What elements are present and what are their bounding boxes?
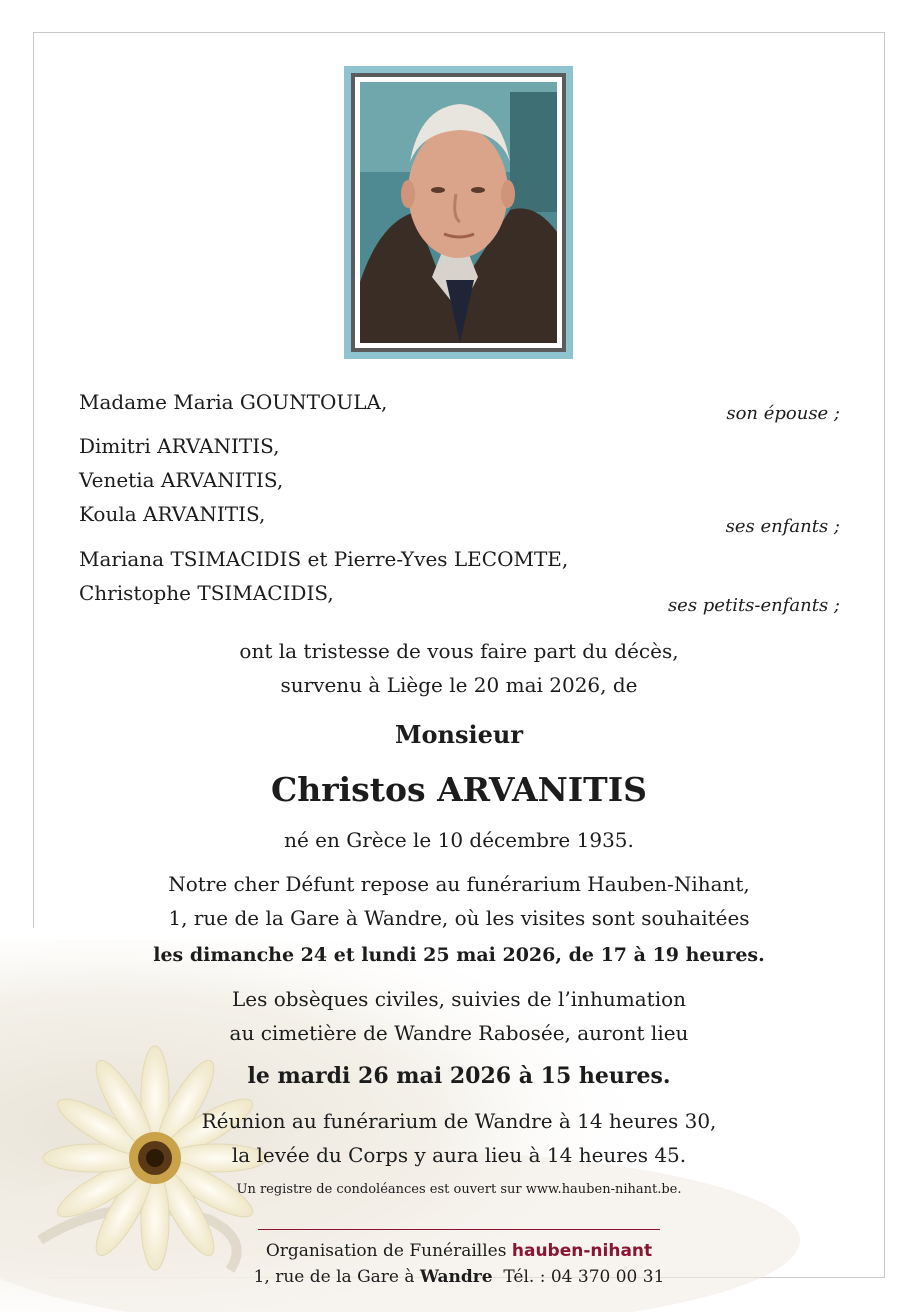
visitation-line: 1, rue de la Gare à Wandre, où les visites sont souhaitées [168,906,750,930]
grandchild-name: Mariana TSIMACIDIS et Pierre-Yves LECOMTE, [79,547,569,571]
funeral-line: au cimetière de Wandre Rabosée, auront lieu [229,1021,689,1045]
footer-divider [258,1229,660,1230]
announcement-line: ont la tristesse de vous faire part du décès, [239,639,679,663]
grandchildren-relation: ses petits-enfants ; [667,595,840,616]
organizer [0,1239,918,1263]
organizer-address [0,1265,918,1289]
deceased-name: Christos ARVANITIS [270,770,647,809]
funeral-line: Les obsèques civiles, suivies de l’inhumation [231,987,687,1011]
portrait-photo [360,82,557,343]
visitation-dates: les dimanche 24 et lundi 25 mai 2026, de 17 à 19 heures. [153,944,765,966]
grandchild-name: Christophe TSIMACIDIS, [79,581,334,605]
child-name: Koula ARVANITIS, [79,502,266,526]
meeting-line: Réunion au funérarium de Wandre à 14 heures 30, [201,1109,717,1133]
address-town: Wandre [419,1267,493,1287]
brand-logo: hauben-nihant [511,1241,653,1261]
address-street: 1, rue de la Gare à [253,1267,420,1287]
organizer-label: Organisation de Funérailles [265,1241,512,1261]
child-name: Dimitri ARVANITIS, [79,434,280,458]
spouse-name: Madame Maria GOUNTOULA, [79,390,388,414]
child-name: Venetia ARVANITIS, [79,468,284,492]
meeting-line: la levée du Corps y aura lieu à 14 heures 45. [231,1143,687,1167]
portrait-frame [344,66,573,359]
birth-info: né en Grèce le 10 décembre 1935. [284,828,634,852]
spouse-relation: son épouse ; [726,403,840,424]
funeral-date: le mardi 26 mai 2026 à 15 heures. [247,1063,671,1089]
visitation-line: Notre cher Défunt repose au funérarium Hauben-Nihant, [168,872,750,896]
phone-number: Tél. : 04 370 00 31 [492,1267,665,1287]
deceased-title: Monsieur [394,720,523,749]
announcement-line: survenu à Liège le 20 mai 2026, de [280,673,638,697]
condolence-registry: Un registre de condoléances est ouvert sur www.hauben-nihant.be. [236,1182,682,1197]
children-relation: ses enfants ; [725,516,840,537]
